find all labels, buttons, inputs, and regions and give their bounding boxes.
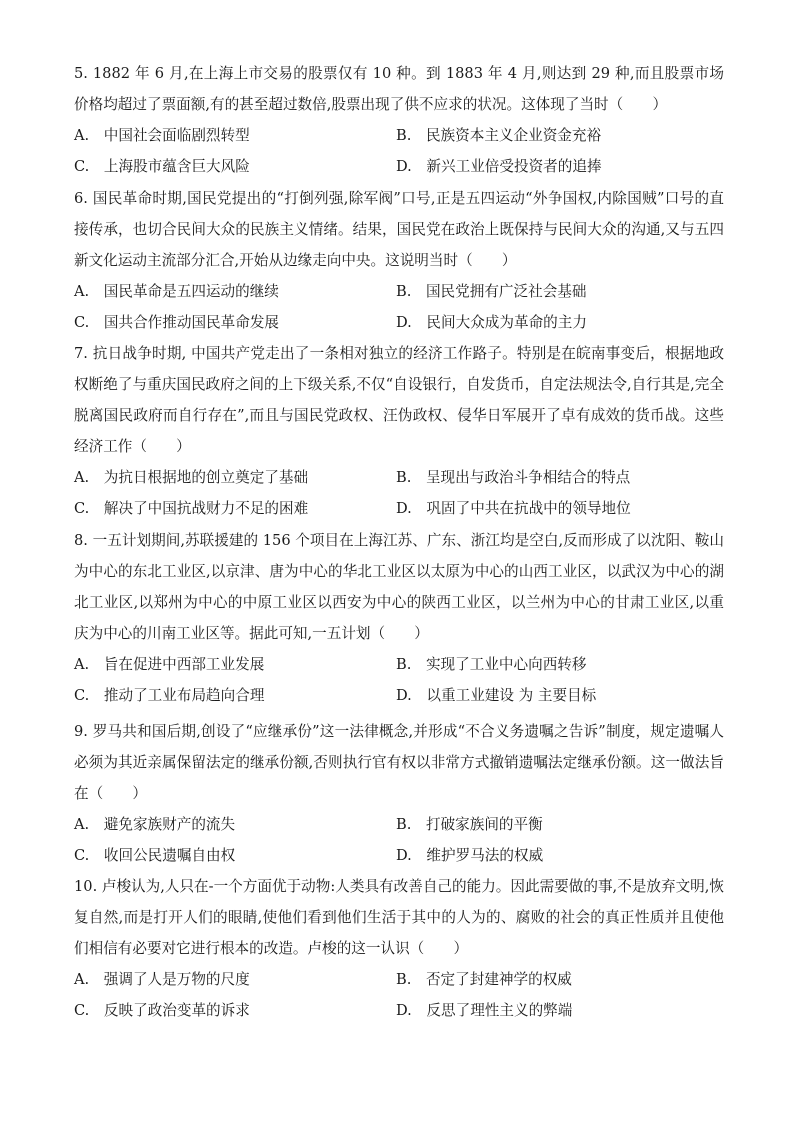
question-stem: 9. 罗马共和国后期,创设了“应继承份”这一法律概念,并形成“不合义务遗嘱之告诉”制度，规定遗嘱人必须为其近亲属保留法定的继承份额,否则执行官有权以非常方式撤销遗嘱法定继承份额。这一做法旨在（ ）	[74, 723, 724, 802]
option-b: B. 国民党拥有广泛社会基础	[396, 283, 587, 300]
question-7	[74, 338, 724, 524]
question-8	[74, 525, 724, 711]
option-d: D. 巩固了中共在抗战中的领导地位	[396, 500, 631, 517]
option-d: D. 新兴工业倍受投资者的追捧	[396, 158, 602, 175]
option-d: D. 以重工业建设 为 主要目标	[396, 687, 597, 704]
question-stem: 5. 1882 年 6 月,在上海上市交易的股票仅有 10 种。到 1883 年 4 月,则达到 29 种,而且股票市场价格均超过了票面额,有的甚至超过数倍,股票出现了供不应求的状况。这体现了当时（ ）	[74, 65, 724, 113]
option-c: C. 反映了政治变革的诉求	[74, 1002, 250, 1019]
option-a: A. 避免家族财产的流失	[74, 816, 236, 833]
option-b: B. 打破家族间的平衡	[396, 816, 543, 833]
question-5	[74, 58, 724, 182]
question-stem: 7. 抗日战争时期, 中国共产党走出了一条相对独立的经济工作路子。特别是在皖南事变后，根据地政权断绝了与重庆国民政府之间的上下级关系,不仅“自设银行，自发货币，自定法规法令,自行其是,完全脱离国民政府而自行存在”,而且与国民党政权、汪伪政权、侵华日军展开了卓有成效的货币战。这些经济工作（ ）	[74, 345, 724, 455]
answer-options	[74, 809, 724, 871]
option-c: C. 推动了工业布局趋向合理	[74, 687, 265, 704]
answer-options	[74, 120, 724, 182]
option-c: C. 上海股市蕴含巨大风险	[74, 158, 250, 175]
question-stem: 6. 国民革命时期,国民党提出的“打倒列强,除军阀”口号,正是五四运动“外争国权,内除国贼”口号的直接传承，也切合民间大众的民族主义情绪。结果，国民党在政治上既保持与民间大众的沟通,又与五四新文化运动主流部分汇合,开始从边缘走向中央。这说明当时（ ）	[74, 190, 724, 269]
option-b: B. 呈现出与政治斗争相结合的特点	[396, 469, 631, 486]
question-10	[74, 871, 724, 1026]
question-9	[74, 716, 724, 871]
option-c: C. 收回公民遗嘱自由权	[74, 847, 236, 864]
option-d: D. 反思了理性主义的弊端	[396, 1002, 573, 1019]
question-stem: 8. 一五计划期间,苏联援建的 156 个项目在上海江苏、广东、浙江均是空白,反而形成了以沈阳、鞍山为中心的东北工业区,以京津、唐为中心的华北工业区以太原为中心的山西工业区，以武汉为中心的湖北工业区,以郑州为中心的中原工业区以西安为中心的陕西工业区，以兰州为中心的甘肃工业区,以重庆为中心的川南工业区等。据此可知,一五计划（ ）	[74, 532, 724, 642]
answer-options	[74, 276, 724, 338]
option-a: A. 为抗日根据地的创立奠定了基础	[74, 469, 309, 486]
question-6	[74, 183, 724, 338]
option-a: A. 国民革命是五四运动的继续	[74, 283, 279, 300]
option-c: C. 解决了中国抗战财力不足的困难	[74, 500, 309, 517]
option-a: A. 旨在促进中西部工业发展	[74, 656, 265, 673]
option-a: A. 强调了人是万物的尺度	[74, 971, 250, 988]
option-b: B. 否定了封建神学的权威	[396, 971, 572, 988]
answer-options	[74, 964, 724, 1026]
option-b: B. 实现了工业中心向西转移	[396, 656, 587, 673]
answer-options	[74, 649, 724, 711]
option-d: D. 民间大众成为革命的主力	[396, 314, 587, 331]
option-b: B. 民族资本主义企业资金充裕	[396, 127, 602, 144]
option-a: A. 中国社会面临剧烈转型	[74, 127, 250, 144]
option-d: D. 维护罗马法的权威	[396, 847, 544, 864]
option-c: C. 国共合作推动国民革命发展	[74, 314, 280, 331]
answer-options	[74, 462, 724, 524]
question-stem: 10. 卢梭认为,人只在-一个方面优于动物:人类具有改善自己的能力。因此需要做的事,不是放弃文明,恢复自然,而是打开人们的眼睛,使他们看到他们生活于其中的人为的、腐败的社会的真正性质并且使他们相信有必要对它进行根本的改造。卢梭的这一认识（ ）	[74, 878, 724, 957]
